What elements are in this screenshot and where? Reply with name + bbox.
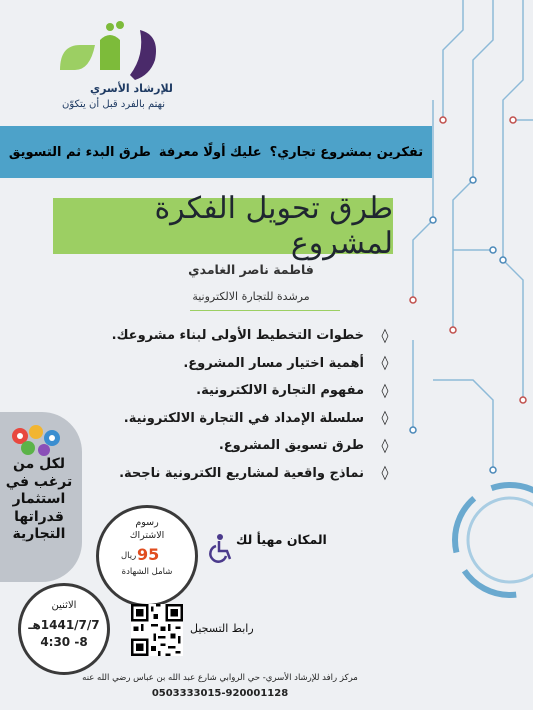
qr-code[interactable] (131, 604, 183, 656)
fee-amount: 95 (137, 545, 160, 564)
fee-note: شامل الشهادة (121, 567, 173, 577)
date-badge (18, 583, 110, 675)
fee-badge (96, 505, 198, 607)
circle-decoration (420, 470, 533, 600)
list-item (100, 350, 396, 378)
diamond-bullet-icon: ◊ (381, 437, 389, 454)
diamond-bullet-icon: ◊ (381, 355, 389, 372)
banner-tail: طرق البدء ثم التسويق (8, 144, 151, 160)
topic-text: طرق تسويق المشروع. (218, 438, 364, 454)
headline-banner (0, 126, 432, 178)
logo (50, 15, 173, 125)
list-item (100, 405, 396, 433)
event-time: 4:30 -8 (40, 635, 88, 649)
audience-text (2, 456, 76, 544)
banner-lead: عليك أولًا معرفة (158, 144, 262, 160)
topic-text: مفهوم التجارة الالكترونية. (196, 383, 364, 399)
list-item (100, 460, 396, 488)
gears-icon (8, 422, 68, 458)
fee-label (99, 516, 195, 542)
event-date: 1441/7/7هـ (28, 618, 100, 632)
divider (190, 310, 340, 311)
diamond-bullet-icon: ◊ (381, 327, 389, 344)
wheelchair-icon (204, 532, 236, 564)
audience-line: استثمار (12, 491, 66, 507)
topic-text: نماذج واقعية لمشاريع الكترونية ناجحة. (119, 465, 364, 481)
audience-line: قدراتها (14, 508, 64, 525)
audience-line: ترغب في (5, 473, 73, 490)
footer-phones: 0503333015-920001128 (151, 688, 289, 699)
rafed-logo-mark (50, 15, 170, 85)
footer-address: مركز رافد للإرشاد الأسري- حي الروابي شارع عبد الله بن عباس رضي الله عنه (82, 673, 358, 683)
venue-text: المكان مهيأ لك (236, 532, 327, 547)
logo-title: للإرشاد الأسري (90, 82, 173, 95)
banner-question: تفكرين بمشروع تجاري؟ (269, 144, 424, 160)
topic-text: خطوات التخطيط الأولى لبناء مشروعك. (111, 328, 364, 344)
list-item (100, 432, 396, 460)
registration-label: رابط التسجيل (190, 622, 254, 635)
audience-line: التجارية (12, 526, 66, 542)
topic-list (100, 322, 396, 487)
diamond-bullet-icon: ◊ (381, 410, 389, 427)
fee-label-line: رسوم (135, 517, 159, 528)
diamond-bullet-icon: ◊ (381, 465, 389, 482)
fee-label-line: الاشتراك (129, 530, 165, 541)
course-title: طرق تحويل الفكرة لمشروع (53, 198, 393, 254)
author-name: فاطمة ناصر الغامدي (188, 262, 314, 277)
topic-text: أهمية اختيار مسار المشروع. (183, 355, 364, 371)
topic-text: سلسلة الإمداد في التجارة الالكترونية. (123, 410, 364, 426)
list-item (100, 322, 396, 350)
fee-currency: ريال (121, 551, 137, 561)
logo-slogan: نهتم بالفرد قبل أن يتكوّن (62, 99, 166, 110)
audience-line: لكل من (12, 456, 66, 472)
diamond-bullet-icon: ◊ (381, 382, 389, 399)
author-role: مرشدة للتجارة الالكترونية (192, 290, 310, 303)
event-day: الاثنين (51, 600, 77, 611)
list-item (100, 377, 396, 405)
